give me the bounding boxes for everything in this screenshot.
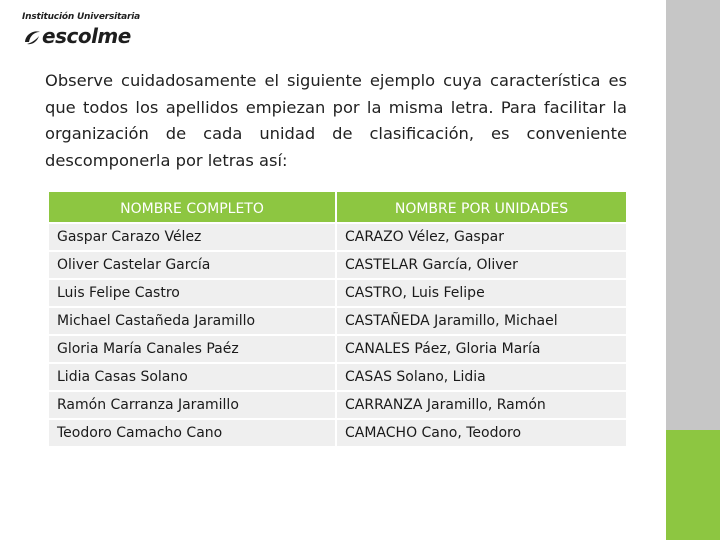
logo-institution-text: Institución Universitaria <box>22 12 140 22</box>
table-row <box>49 392 626 418</box>
table-row <box>49 224 626 250</box>
names-table <box>47 190 628 448</box>
full-name-cell: Michael Castañeda Jaramillo <box>49 308 335 334</box>
table-row <box>49 364 626 390</box>
decorative-sidebar <box>666 0 720 540</box>
table-row <box>49 336 626 362</box>
full-name-cell: Teodoro Camacho Cano <box>49 420 335 446</box>
escolme-swoosh-icon <box>22 27 42 47</box>
units-name-cell: CASTELAR García, Oliver <box>337 252 626 278</box>
units-name-cell: CASTAÑEDA Jaramillo, Michael <box>337 308 626 334</box>
units-name-cell: CARAZO Vélez, Gaspar <box>337 224 626 250</box>
full-name-cell: Oliver Castelar García <box>49 252 335 278</box>
header-name-by-units: NOMBRE POR UNIDADES <box>337 192 626 222</box>
table-row <box>49 420 626 446</box>
full-name-cell: Gaspar Carazo Vélez <box>49 224 335 250</box>
full-name-cell: Ramón Carranza Jaramillo <box>49 392 335 418</box>
units-name-cell: CASAS Solano, Lidia <box>337 364 626 390</box>
sidebar-green-block <box>666 430 720 540</box>
sidebar-gray-block <box>666 0 720 430</box>
units-name-cell: CANALES Páez, Gloria María <box>337 336 626 362</box>
full-name-cell: Lidia Casas Solano <box>49 364 335 390</box>
table-header-row <box>49 192 626 222</box>
table-row <box>49 308 626 334</box>
full-name-cell: Gloria María Canales Paéz <box>49 336 335 362</box>
intro-paragraph: Observe cuidadosamente el siguiente ejemplo cuya característica es que todos los apellidos empiezan por la misma letra. Para facilitar la organización de cada unidad de clasificación, es conveniente descomponerla por letras así: <box>45 71 627 170</box>
table-row <box>49 252 626 278</box>
logo-brand-text: escolme <box>42 24 131 48</box>
escolme-logo <box>22 12 142 52</box>
units-name-cell: CARRANZA Jaramillo, Ramón <box>337 392 626 418</box>
header-full-name: NOMBRE COMPLETO <box>49 192 335 222</box>
units-name-cell: CASTRO, Luis Felipe <box>337 280 626 306</box>
full-name-cell: Luis Felipe Castro <box>49 280 335 306</box>
units-name-cell: CAMACHO Cano, Teodoro <box>337 420 626 446</box>
table-row <box>49 280 626 306</box>
